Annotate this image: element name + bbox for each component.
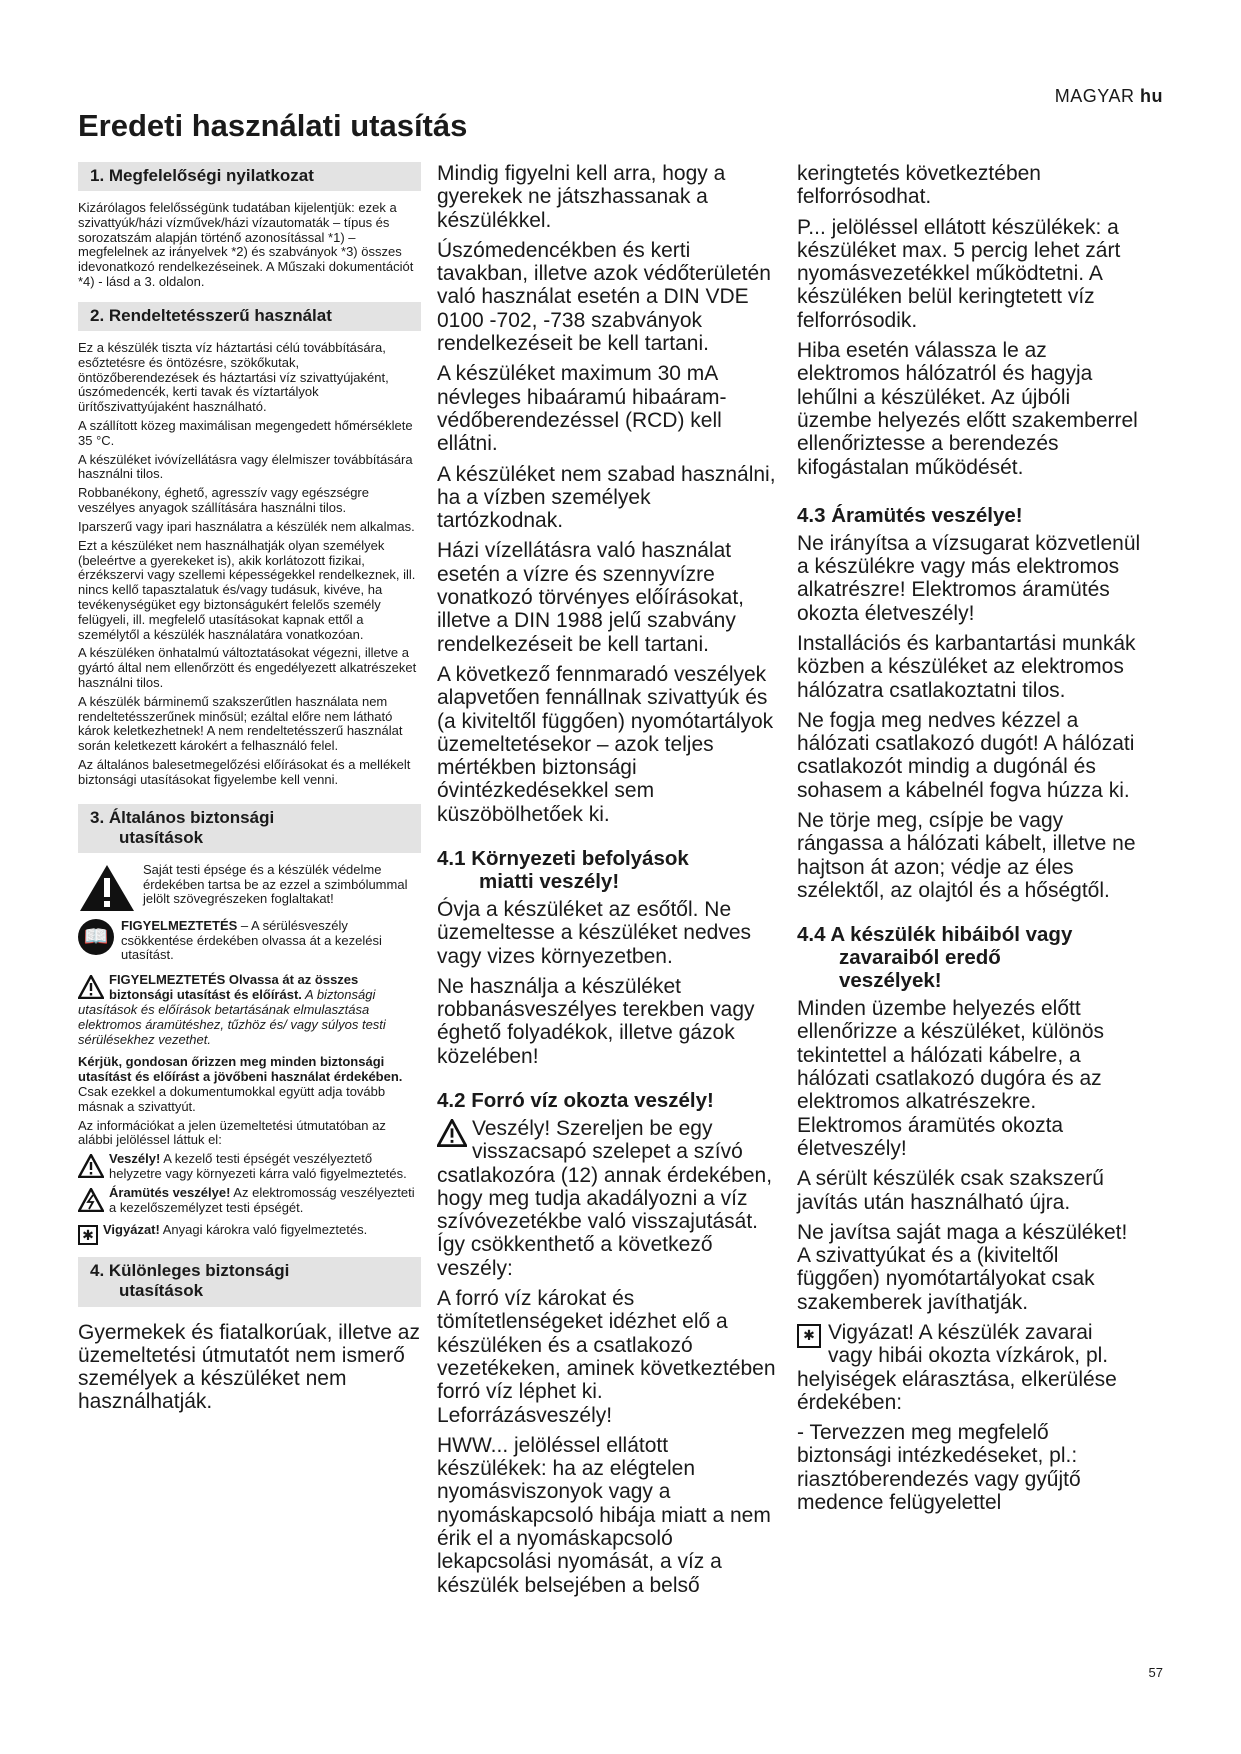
paragraph: Ezt a készüléket nem használhatják olyan személyek (beleértve a gyerekeket is), akik korlátozott fizikai, érzékszervi vagy szellemi képességekkel rendelkeznek, ill. nincs kellő tapasztalatuk és/vagy tudásuk, kivéve, ha tevékenységüket egy biztonságukért felelős személy felügyeli, ill. megfelelő utasításokat kapnak ettől a személytől a készülék használatára vonatkozóan. bbox=[78, 537, 416, 642]
paragraph: Installációs és karbantartási munkák közben a készüléket az elektromos hálózatra csatlakoztatni tilos. bbox=[797, 632, 1136, 702]
section-3-heading: 3. Általános biztonsági utasítások bbox=[78, 804, 421, 853]
paragraph: A forró víz károkat és tömítetlenségeket idézhet elő a készüléken és a csatlakozó vezetékeken, aminek következtében forró víz léphet ki. Leforrázásveszély! bbox=[437, 1287, 776, 1427]
paragraph: Ne javítsa saját maga a készüléket! A szivattyúkat és a (kiviteltől függően) nyomótartályokat csak szakemberek javíthatják. bbox=[797, 1220, 1128, 1314]
paragraph: HWW... jelöléssel ellátott készülékek: ha az elégtelen nyomásviszonyok vagy a nyomáskapcsoló hibája miatt a nem érik el a nyomáskapcsoló lekapcsolási nyomását, a víz a készülék belsejében a belső bbox=[437, 1433, 771, 1597]
paragraph: Az általános balesetmegelőzési előírásokat és a mellékelt biztonsági utasításokat figyelembe kell venni. bbox=[78, 757, 411, 787]
warning-triangle-icon bbox=[437, 1119, 467, 1147]
paragraph: Úszómedencékben és kerti tavakban, illetve azok védőterületén való használat esetén a DIN VDE 0100 -702, -738 szabványok rendelkezéseit be kell tartani. bbox=[437, 238, 771, 356]
read-manual-row: 📖 FIGYELMEZTETÉS – A sérülésveszély csökkentése érdekében olvassa át a kezelési utasítást. bbox=[78, 919, 421, 967]
paragraph: keringtetés következtében felforrósodhat. bbox=[797, 162, 1041, 209]
section-4-1-heading: 4.1 Környezeti befolyások miatti veszély! bbox=[437, 847, 689, 893]
bullet-item: - Tervezzen meg megfelelő biztonsági intézkedéseket, pl.: riasztóberendezés vagy gyűjtő medence felügyelettel bbox=[797, 1421, 1081, 1515]
page-title: Eredeti használati utasítás bbox=[78, 108, 468, 143]
warning-triangle-icon bbox=[78, 1154, 104, 1178]
caution-star-icon: ✱ bbox=[78, 1225, 98, 1245]
column-3 bbox=[797, 162, 1142, 1521]
paragraph: Iparszerű vagy ipari használatra a készülék nem alkalmas. bbox=[78, 518, 415, 534]
paragraph: Mindig figyelni kell arra, hogy a gyerekek ne játszhassanak a készülékkel. bbox=[437, 162, 726, 232]
paragraph: A készüléket nem szabad használni, ha a vízben személyek tartózkodnak. bbox=[437, 462, 776, 533]
danger-note: Veszély! Szereljen be egy visszacsapó szelepet a szívó csatlakozóra (12) annak érdekében, hogy meg tudja akadályozni a víz szívóvezetékbe való visszajutását. Így csökkenthető a következő veszély: bbox=[437, 1116, 773, 1280]
paragraph: A készülék bárminemű szakszerűtlen használata nem rendeltetésszerűnek minősül; ezáltal előre nem látható károk keletkezhetnek! A nem rendeltetésszerű használat során keletkezett károkért a felhasználó felel. bbox=[78, 693, 403, 754]
warning-triangle-icon bbox=[78, 975, 104, 999]
keep-instructions-text: Kérjük, gondosan őrizzen meg minden biztonsági utasítást és előírást a jövőbeni használat érdekében. bbox=[78, 1054, 403, 1085]
danger-note: Veszély! A kezelő testi épségét veszélyeztető helyzetre vagy környezeti kárra való figyelmeztetés. bbox=[78, 1152, 421, 1186]
paragraph: A sérült készülék csak szakszerű javítás után használható újra. bbox=[797, 1167, 1104, 1214]
section-4-4-heading: 4.4 A készülék hibáiból vagy zavaraiból eredő veszélyek! bbox=[797, 923, 1073, 993]
paragraph: Ez a készülék tiszta víz háztartási célú továbbítására, esőztetésre és öntözésre, szökőkutak, öntözőberendezések és háztartási víz szivattyújaként, úszómedencék, kerti tavak és víztartályok ürítőszivattyújaként használható. bbox=[78, 339, 389, 415]
caution-note: ✱ Vigyázat! A készülék zavarai vagy hibái okozta vízkárok, pl. helyiségek elárasztása, elkerülése érdekében: bbox=[797, 1320, 1117, 1414]
paragraph: Házi vízellátásra való használat esetén a vízre és szennyvízre vonatkozó törvényes előírásokat, illetve a DIN 1988 jelű szabvány rendelkezéseit be kell tartani. bbox=[437, 539, 745, 656]
column-2 bbox=[437, 162, 777, 1604]
paragraph: Robbanékony, éghető, agresszív vagy egészségre veszélyes anyagok szállítására használni tilos. bbox=[78, 485, 369, 516]
read-manual-icon: 📖 bbox=[78, 919, 114, 955]
paragraph: Ne törje meg, csípje be vagy rángassa a hálózati kábelt, illetve ne hajtson át azon; védje az éles szélektől, az olajtól és a hőségtől. bbox=[797, 809, 1136, 902]
section-1-heading: 1. Megfelelőségi nyilatkozat bbox=[78, 162, 421, 191]
paragraph: A következő fennmaradó veszélyek alapvetően fennállnak szivattyúk és (a kiviteltől függően) nyomótartályok üzemeltetésekor – azok teljes mértékben biztonsági óvintézkedésekkel sem küszöbölhetőek ki. bbox=[437, 662, 774, 826]
language-label: MAGYAR hu bbox=[1054, 86, 1163, 106]
caution-note: ✱ Vigyázat! Anyagi károkra való figyelmeztetés. bbox=[78, 1223, 421, 1245]
electric-shock-note: Áramütés veszélye! Az elektromosság veszélyezteti a kezelőszemélyzet testi épségét. bbox=[78, 1186, 421, 1220]
section-4-2-heading: 4.2 Forró víz okozta veszély! bbox=[437, 1089, 714, 1112]
warning-paragraph: FIGYELMEZTETÉS Olvassa át az összes biztonsági utasítást és előírást. A biztonsági utasítások és előírások betartásának elmulasztása elektromos áramütéshez, tűzhöz és/ vagy súlyos testi sérülésekhez vezethet. bbox=[78, 972, 386, 1047]
electric-shock-icon bbox=[78, 1188, 104, 1212]
paragraph: A készüléket ivóvízellátásra vagy élelmiszer továbbítására használni tilos. bbox=[78, 451, 413, 482]
safety-symbol-text: Saját testi épsége és a készülék védelme érdekében tartsa be az ezzel a szimbólummal jelölt szövegrészeken foglaltakat! bbox=[143, 861, 408, 907]
paragraph: Óvja a készüléket az esőtől. Ne üzemeltesse a készüléket nedves vagy vizes környezetben. bbox=[437, 897, 752, 968]
paragraph: Ne irányítsa a vízsugarat közvetlenül a készülékre vagy más elektromos alkatrészre! Elektromos áramütés okozta életveszély! bbox=[797, 531, 1141, 625]
safety-symbol-row bbox=[78, 863, 421, 913]
paragraph: P... jelöléssel ellátott készülékek: a készüléket max. 5 percig lehet zárt nyomásvezetékkel működtetni. A készüléken belül keringtetett víz felforrósodik. bbox=[797, 215, 1121, 332]
paragraph: A szállított közeg maximálisan megengedett hőmérséklete 35 °C. bbox=[78, 418, 413, 448]
paragraph: Az információkat a jelen üzemeltetési útmutatóban az alábbi jelöléssel láttuk el: bbox=[78, 1117, 386, 1148]
paragraph: Minden üzembe helyezés előtt ellenőrizze a készüléket, különös tekintettel a hálózati kábelre, a hálózati csatlakozó dugóra és az elektromos alkatrészekre. Elektromos áramütés okozta életveszély! bbox=[797, 997, 1105, 1160]
section-4-heading: 4. Különleges biztonsági utasítások bbox=[78, 1257, 421, 1306]
section-2-heading: 2. Rendeltetésszerű használat bbox=[78, 302, 421, 331]
paragraph: A készüléken önhatalmú változtatásokat végezni, illetve a gyártó által nem ellenőrzött és engedélyezett alkatrészeket használni tilos. bbox=[78, 645, 417, 691]
paragraph: A készüléket maximum 30 mA névleges hibaáramú hibaáram-védőberendezéssel (RCD) kell ellátni. bbox=[437, 362, 727, 456]
caution-star-icon: ✱ bbox=[797, 1324, 821, 1348]
page-number: 57 bbox=[1148, 1665, 1163, 1680]
paragraph: Ne fogja meg nedves kézzel a hálózati csatlakozó dugót! A hálózati csatlakozót mindig a dugónál és sohasem a kábelnél fogva húzza ki. bbox=[797, 708, 1135, 802]
paragraph: Gyermekek és fiatalkorúak, illetve az üzemeltetési útmutatót nem ismerő személyek a készüléket nem használhatják. bbox=[78, 1320, 420, 1414]
paragraph: Ne használja a készüléket robbanásveszélyes terekben vagy éghető folyadékok, illetve gázok közelében! bbox=[437, 974, 755, 1068]
paragraph: Hiba esetén válassza le az elektromos hálózatról és hagyja lehűlni a készüléket. Az újbóli üzembe helyezés előtt szakemberrel ellenőriztesse a berendezés kifogástalan működését. bbox=[797, 339, 1138, 479]
column-1: 1. Megfelelőségi nyilatkozat Kizárólagos felelősségünk tudatában kijelentjük: ezek a szivattyúk/házi vízművek/házi vízautomaták – típus és sorozatszám alapján történő azonosítással *1) – megfelelnek az irányelvek *2) és szabványok *3) összes idevonatkozó rendelkezéseinek. A Műszaki dokumentációt *4) - lásd a 3. oldalon. 2. Rendeltetésszerű használat Ez a készülék tiszta víz háztartási célú továbbítására, esőztetésre és öntözésre, szökőkutak, öntözőberendezések és háztartási víz szivattyújaként, úszómedencék, kerti tavak és víztartályok ürítőszivattyújaként használható. A szállított közeg maximálisan megengedett hőmérséklete 35 °C. A készüléket ivóvízellátásra vagy élelmiszer továbbítására használni tilos. Robbanékony, éghető, agresszív vagy egészségre veszélyes anyagok szállítására használni tilos. Iparszerű vagy ipari használatra a készülék nem alkalmas. Ezt a készüléket nem használhatják olyan személyek (beleértve a gyerekeket is), akik korlátozott fizikai, érzékszervi vagy szellemi képességekkel rendelkeznek, ill. nincs kellő tapasztalatuk és/vagy tudásuk, kivéve, ha tevékenységüket egy biztonságukért felelős személy felügyeli, ill. megfelelő utasításokat kapnak ettől a személytől a készülék használatára vonatkozóan. A készüléken önhatalmú változtatásokat végezni, illetve a gyártó által nem ellenőrzött és engedélyezett alkatrészeket használni tilos. A készülék bárminemű szakszerűtlen használata nem rendeltetésszerűnek minősül; ezáltal előre nem látható károk keletkezhetnek! A nem rendeltetésszerű használat során keletkezett károkért a felhasználó felel. Az általános balesetmegelőzési előírásokat és a mellékelt biztonsági utasításokat figyelembe kell venni. 3. Általános biztonsági utasítások Saját testi épsége és a készülék védelme érdekében tartsa be az ezzel a szimbólummal jelölt szövegrészeken foglaltakat! 📖 FIGYELMEZTETÉS – A sérülésveszély csökkentése érdekében olvassa át a kezelési utasítást. FIGYELMEZTETÉS Olvassa át az összes biztonsági utasítást és előírást. A biztonsági utasítások és előírások betartásának elmulasztása elektromos áramütéshez, tűzhöz és/ vagy súlyos testi sérülésekhez vezethet. Kérjük, gondosan őrizzen meg minden biztonsági utasítást és előírást a jövőbeni használat érdekében. Csak ezekkel a dokumentumokkal együtt adja tovább másnak a szivattyút. Az információkat a jelen üzemeltetési útmutatóban az alábbi jelöléssel láttuk el: Veszély! A kezelő testi épségét veszélyeztető helyzetre vagy környezeti kárra való figyelmeztetés. Áramütés veszélye! Az elektromosság veszélyezteti a kezelőszemélyzet testi épségét. ✱ Vigyázat! Anyagi károkra való figyelmeztetés. 4. Különleges biztonsági utasítások Gyermekek és fiatalkorúak, illetve az üzemeltetési útmutatót nem ismerő személyek a készüléket nem használhatják. bbox=[78, 162, 421, 1421]
section-4-3-heading: 4.3 Áramütés veszélye! bbox=[797, 503, 1023, 527]
warning-triangle-icon bbox=[78, 863, 136, 913]
section-1-text: Kizárólagos felelősségünk tudatában kijelentjük: ezek a szivattyúk/házi vízművek/házi vízautomaták – típus és sorozatszám alapján történő azonosítással *1) – megfelelnek az irányelvek *2) és szabványok *3) összes idevonatkozó rendelkezéseinek. A Műszaki dokumentációt *4) - lásd a 3. oldalon. bbox=[78, 200, 414, 290]
